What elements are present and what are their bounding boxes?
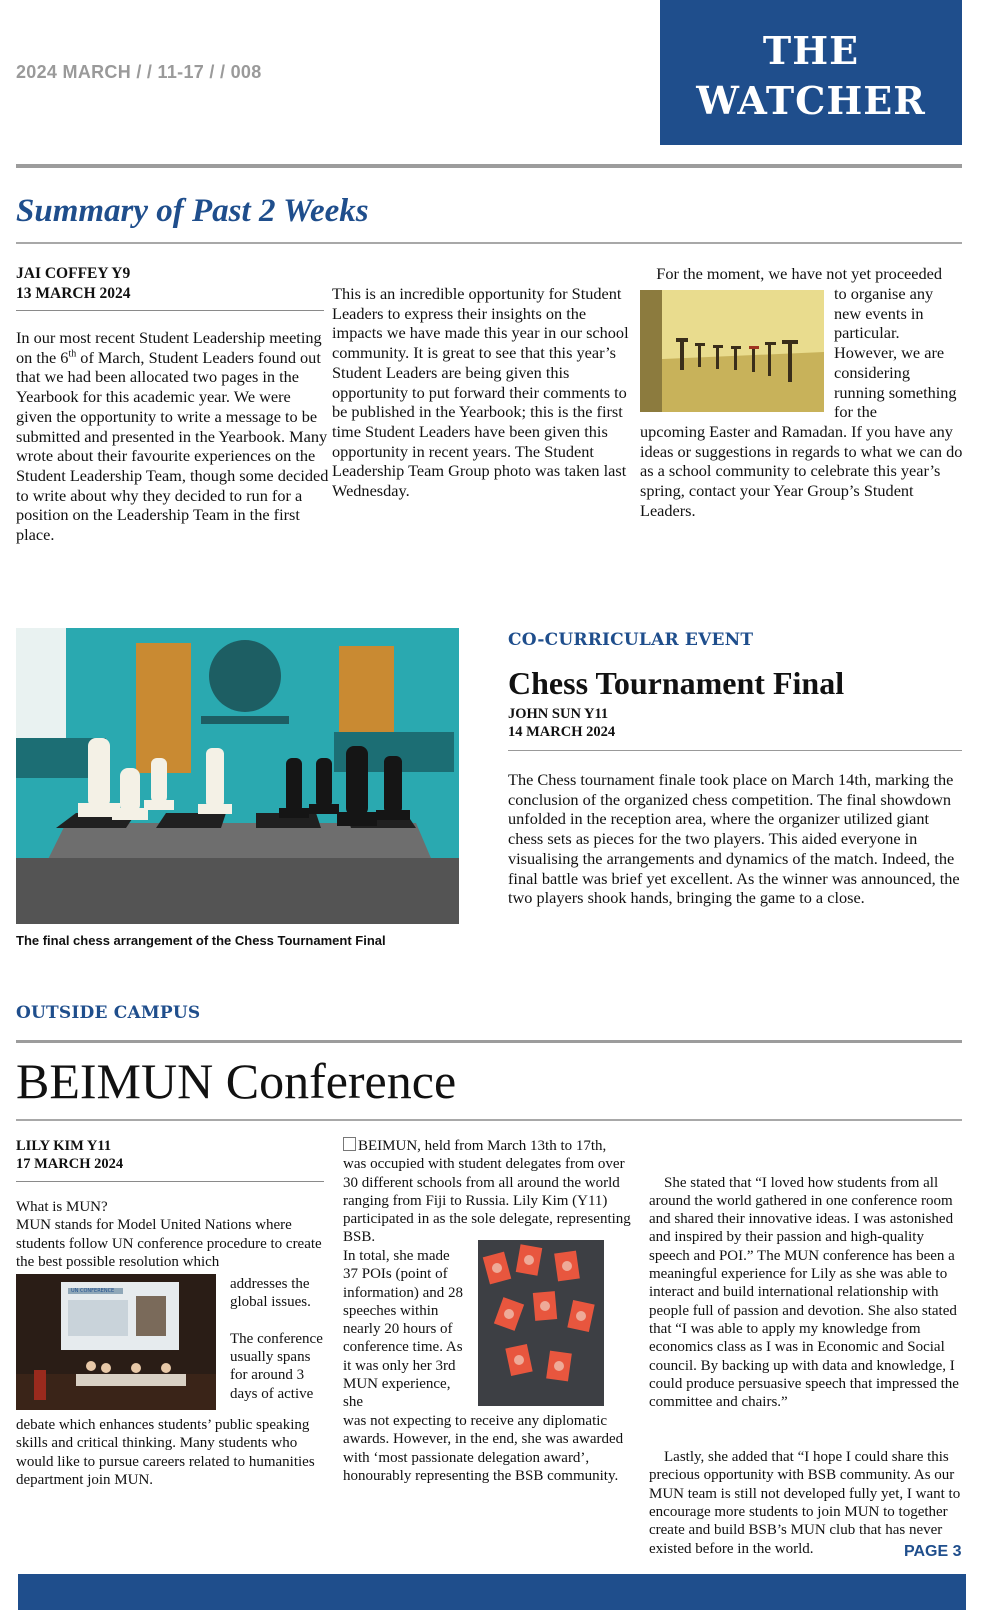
beimun-kicker: OUTSIDE CAMPUS [16,1003,201,1023]
beimun-col1-side: addresses the global issues. The conference usually spans for around 3 days of active [230,1276,323,1402]
beimun-byline [16,1137,123,1173]
summary-col3-top: For the moment, we have not yet proceeded [640,264,943,283]
paragraph: She stated that “I loved how students from all around the world gathered in one conference room and shared their innovative ideas. I was astonished and inspired by their passion and high-quality speech and POI.” The MUN conference has been a meaningful experience for Lily as she was able to interact and build international relationship with people full of passion and devotion. She also stated that “I was able to apply my knowledge from economics class as I was in Economic and Social council. By backing up with data and knowledge, I could produce persuasive speech that impressed the committee and chairs.” [649,1174,963,1411]
section-divider [16,242,962,244]
stools-photo [640,290,824,412]
section-divider [16,1040,962,1043]
photo-caption: The final chess arrangement of the Chess Tournament Final [16,933,386,948]
byline-rule [508,750,962,751]
author-name: JAI COFFEY Y9 [16,265,131,282]
summary-byline [16,264,131,304]
page-number: PAGE 3 [904,1543,962,1560]
chess-byline [508,705,615,741]
chess-photo [16,628,459,924]
chess-kicker: CO-CURRICULAR EVENT [508,630,754,650]
beimun-col1-bottom: debate which enhances students’ public speaking skills and critical thinking. Many students who would like to pursue careers related to humanities department join MUN. [16,1417,315,1488]
article-date: 13 MARCH 2024 [16,285,131,302]
beimun-col2-bottom: was not expecting to receive any diplomatic awards. However, in the end, she was awarded with ‘most passionate delegation award’, honourably representing the BSB community. [343,1413,624,1484]
slide-title: UN CONFERENCE [71,1288,115,1294]
masthead-line1: THE [762,28,860,73]
byline-rule [16,1181,324,1182]
beimun-col1-top: What is MUN? MUN stands for Model United Nations where students follow UN conference procedure to create the best possible resolution which [16,1198,328,1271]
header-divider [16,164,962,168]
beimun-col2-top: BEIMUN, held from March 13th to 17th, was occupied with student delegates from over 30 different schools from all around the world ranging from Fiji to Russia. Lily Kim (Y11) participated in as the sole delegate, representing BSB. [343,1138,631,1246]
conference-photo [16,1274,216,1410]
beimun-col2-side: In total, she made 37 POIs (point of information) and 28 speeches within nearly 20 hours of conference time. As it was only her 3rd MUN experience, she [343,1248,463,1411]
summary-col3-side: to organise any new events in particular. However, we are considering running something for the [834,284,957,422]
masthead [660,0,962,145]
masthead-line2: WATCHER [696,78,926,123]
beimun-col3 [649,1137,963,1576]
issue-info: 2024 MARCH / / 11-17 / / 008 [16,62,262,82]
summary-col1: In our most recent Student Leadership meeting on the 6th of March, Student Leaders found out that we had been allocated two pages in the Yearbook for this academic year. We were given the opportunity to write a message to be submitted and presented in the Yearbook. Many wrote about their favourite experiences on the Student Leadership Team, though some decided to write about why they decided to run for a position on the Leadership Team in the first place. [16,328,329,545]
article-date: 17 MARCH 2024 [16,1156,124,1172]
paragraph: Lastly, she added that “I hope I could share this precious opportunity with BSB community. As our MUN team is still not developed fully yet, I want to encourage more students to join MUN to together create and build BSB’s MUN club that has never existed before in the world. [649,1449,964,1557]
article-date: 14 MARCH 2024 [508,724,616,740]
placards-photo [478,1240,604,1406]
author-name: JOHN SUN Y11 [508,706,609,722]
checkbox-glyph [343,1137,356,1151]
author-name: LILY KIM Y11 [16,1138,112,1154]
summary-col3-bottom: upcoming Easter and Ramadan. If you have any ideas or suggestions in regards to what we can do as a school community to celebrate this year’s spring, contact your Year Group’s Student Leaders. [640,422,963,520]
question: What is MUN? [16,1199,108,1215]
byline-rule [16,310,324,311]
chess-headline: Chess Tournament Final [508,665,845,701]
summary-col2: This is an incredible opportunity for Student Leaders to express their insights on the impacts we have made this year in our school community. It is great to see that this year’s Student Leaders are being given this opportunity to put forward their comments to be published in the Yearbook; this is the first time Student Leaders have been given this opportunity in recent years. The Student Leadership Team Group photo was taken last Wednesday. [332,284,629,501]
chess-body: The Chess tournament finale took place on March 14th, marking the conclusion of the organized chess competition. The final showdown unfolded in the reception area, where the organizer utilized giant chess sets as pieces for the two players. This aided everyone in visualising the arrangements and dynamics of the match. Indeed, the final battle was brief yet excellent. As the winner was announced, the two players shook hands, bringing the game to a close. [508,770,960,908]
section-title: Summary of Past 2 Weeks [16,193,369,229]
section-divider [16,1119,962,1121]
footer-bar [18,1574,966,1610]
beimun-headline: BEIMUN Conference [16,1053,457,1109]
